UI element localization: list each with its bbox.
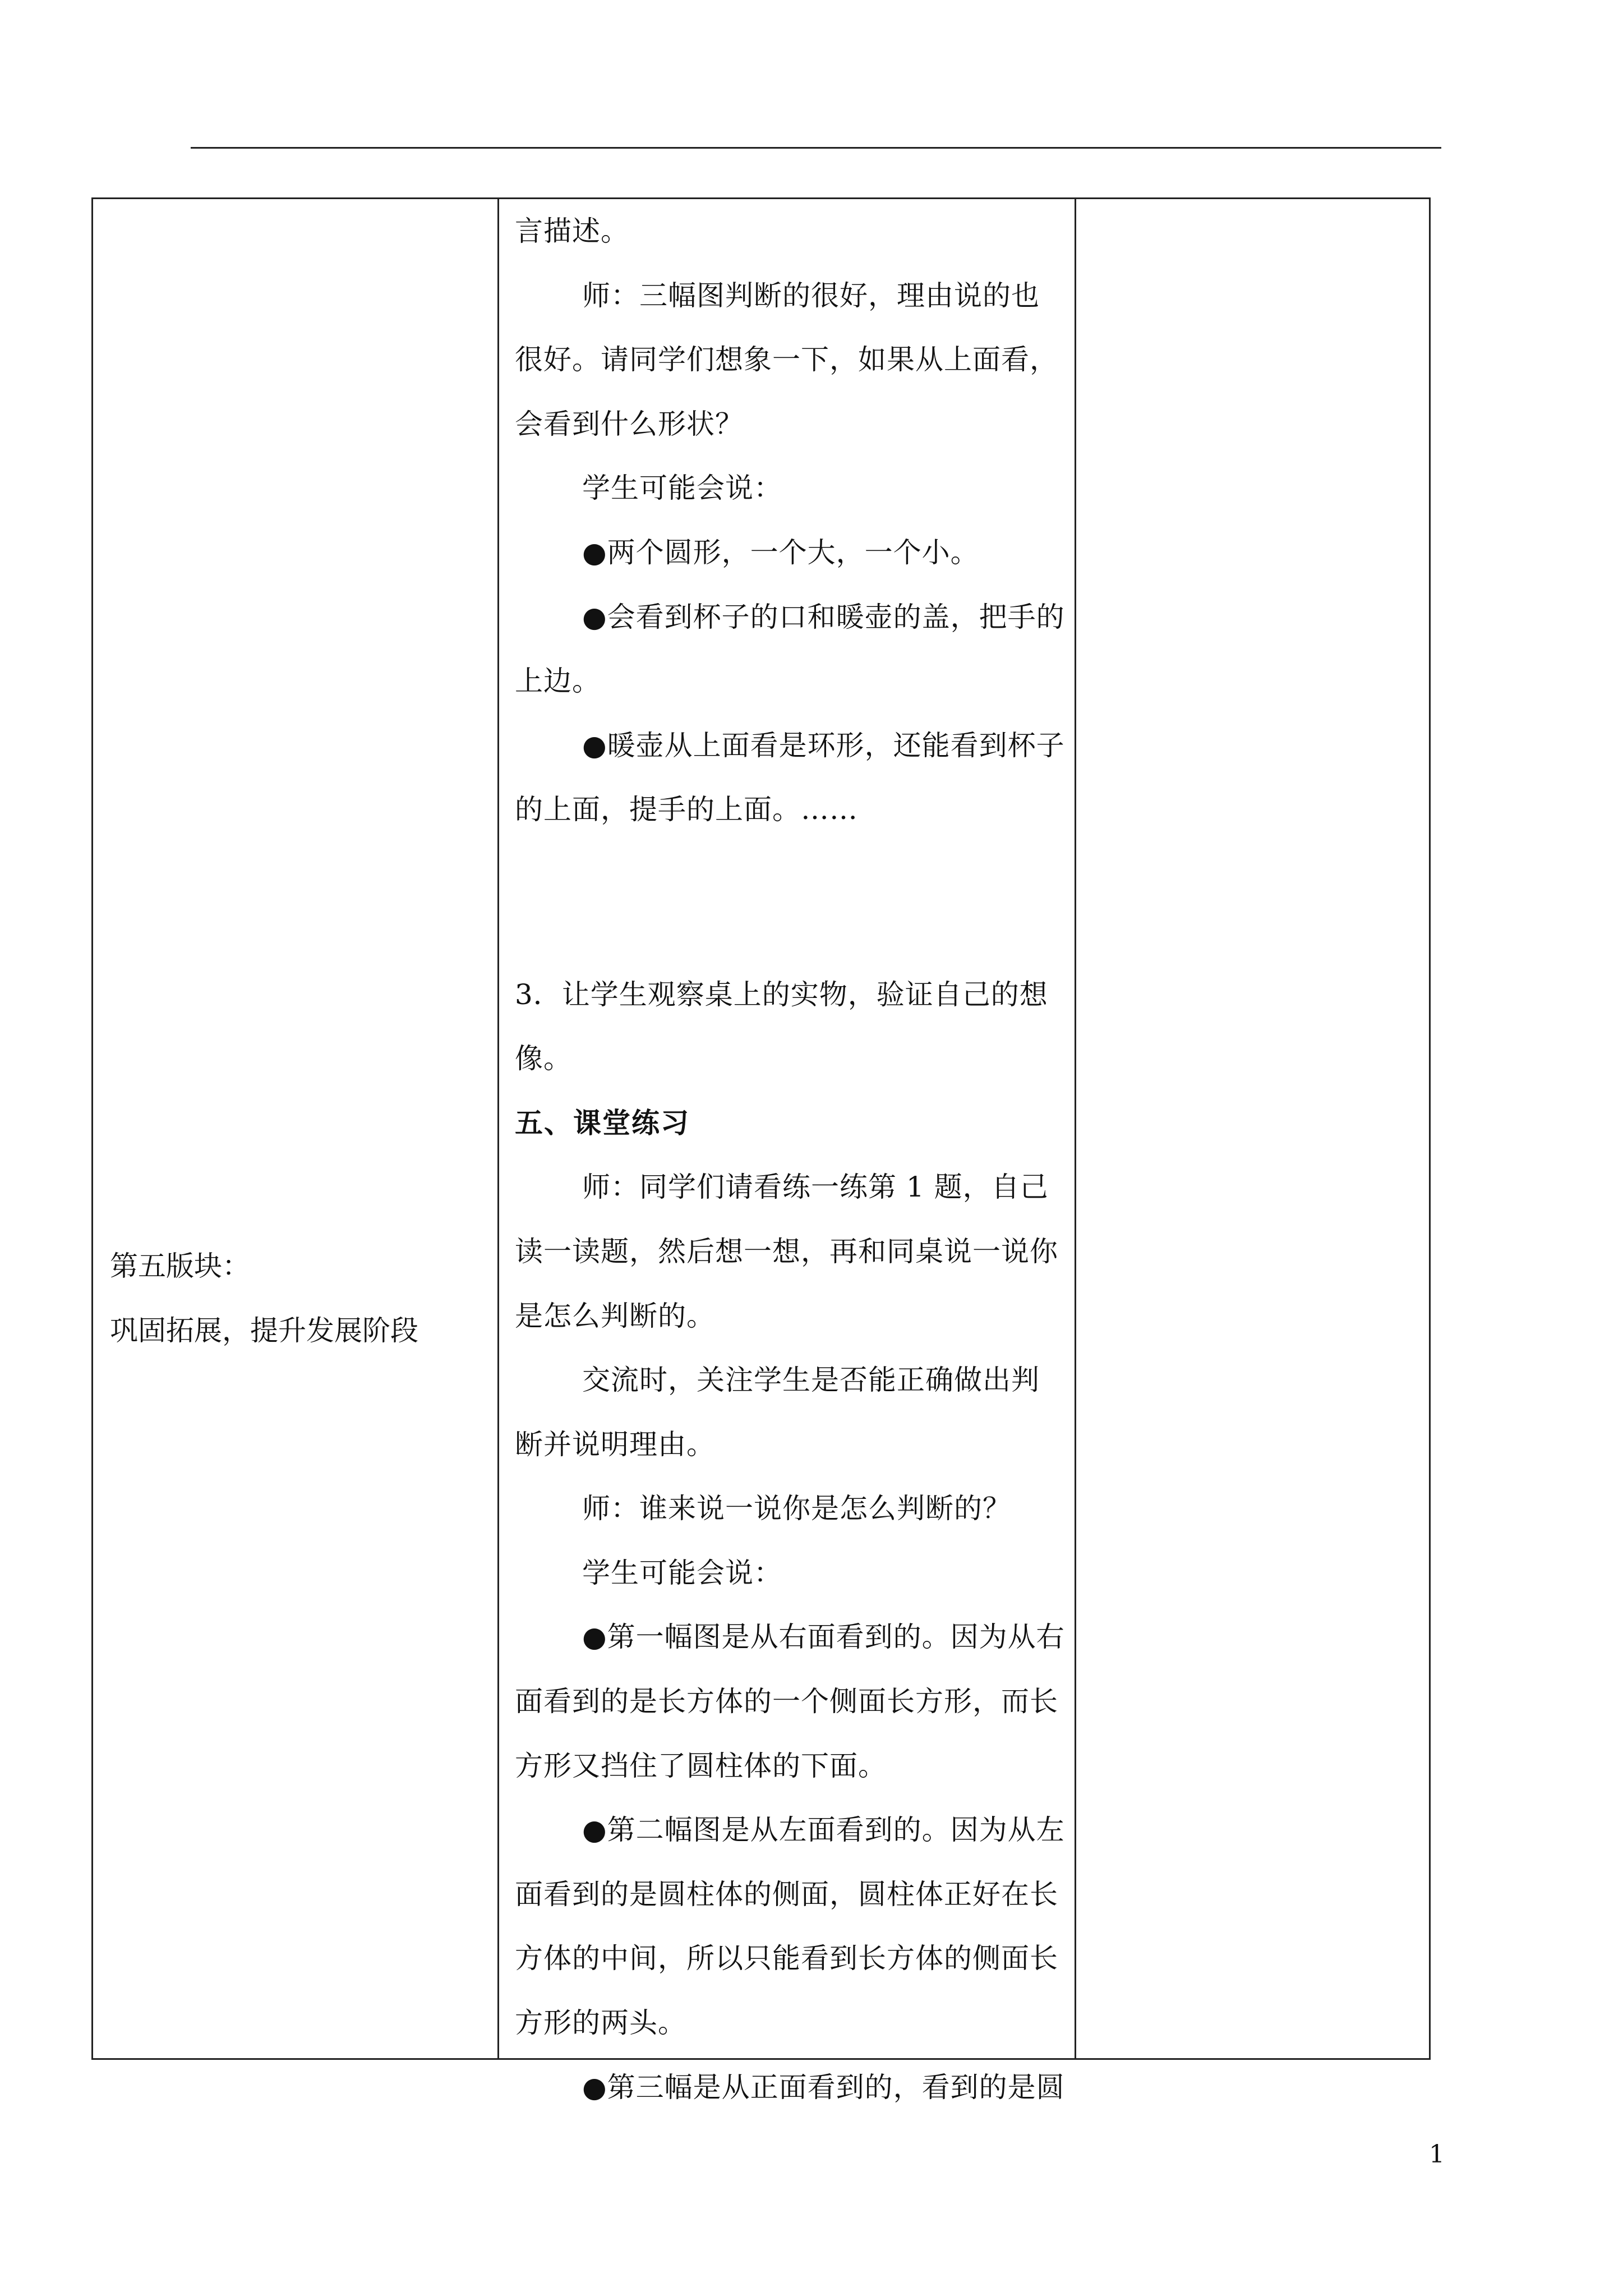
column-divider xyxy=(1075,199,1076,2058)
paragraph: 言描述。 xyxy=(515,215,629,247)
paragraph: ●会看到杯子的口和暖壶的盖，把手的上边。 xyxy=(515,600,1065,698)
header-rule xyxy=(191,147,1441,149)
page-number: 1 xyxy=(1429,2140,1445,2169)
stage-cell xyxy=(110,1234,491,1363)
paragraph: 师：同学们请看练一练第 1 题，自己读一读题，然后想一想，再和同桌说一说你是怎么判断的。 xyxy=(515,1171,1058,1332)
paragraph: ●第三幅是从正面看到的，看到的是圆 xyxy=(582,2070,1065,2104)
section-heading: 五、课堂练习 xyxy=(515,1106,690,1139)
paragraph: 学生可能会说： xyxy=(582,472,782,505)
teaching-process-cell xyxy=(515,199,1067,2119)
paragraph: ●两个圆形，一个大，一个小。 xyxy=(582,536,979,569)
paragraph: 交流时，关注学生是否能正确做出判断并说明理由。 xyxy=(515,1364,1040,1461)
paragraph: 学生可能会说： xyxy=(582,1556,782,1589)
paragraph: 3．让学生观察桌上的实物，验证自己的想像。 xyxy=(515,978,1048,1075)
stage-description: 巩固拓展，提升发展阶段 xyxy=(110,1314,418,1347)
paragraph: ●第一幅图是从右面看到的。因为从右面看到的是长方体的一个侧面长方形，而长方形又挡住了圆柱体的下面。 xyxy=(515,1621,1065,1782)
paragraph: ●第二幅图是从左面看到的。因为从左面看到的是圆柱体的侧面，圆柱体正好在长方体的中间，所以只能看到长方体的侧面长方形的两头。 xyxy=(515,1814,1065,2040)
stage-title: 第五版块： xyxy=(110,1250,250,1282)
paragraph: ●暖壶从上面看是环形，还能看到杯子的上面，提手的上面。…… xyxy=(515,729,1065,826)
paragraph-gap xyxy=(515,870,1067,935)
paragraph: 师：三幅图判断的很好，理由说的也很好。请同学们想象一下，如果从上面看，会看到什么形状？ xyxy=(515,279,1058,440)
paragraph: 师：谁来说一说你是怎么判断的？ xyxy=(582,1492,1011,1525)
lesson-table xyxy=(91,197,1431,2104)
column-divider xyxy=(497,199,499,2058)
